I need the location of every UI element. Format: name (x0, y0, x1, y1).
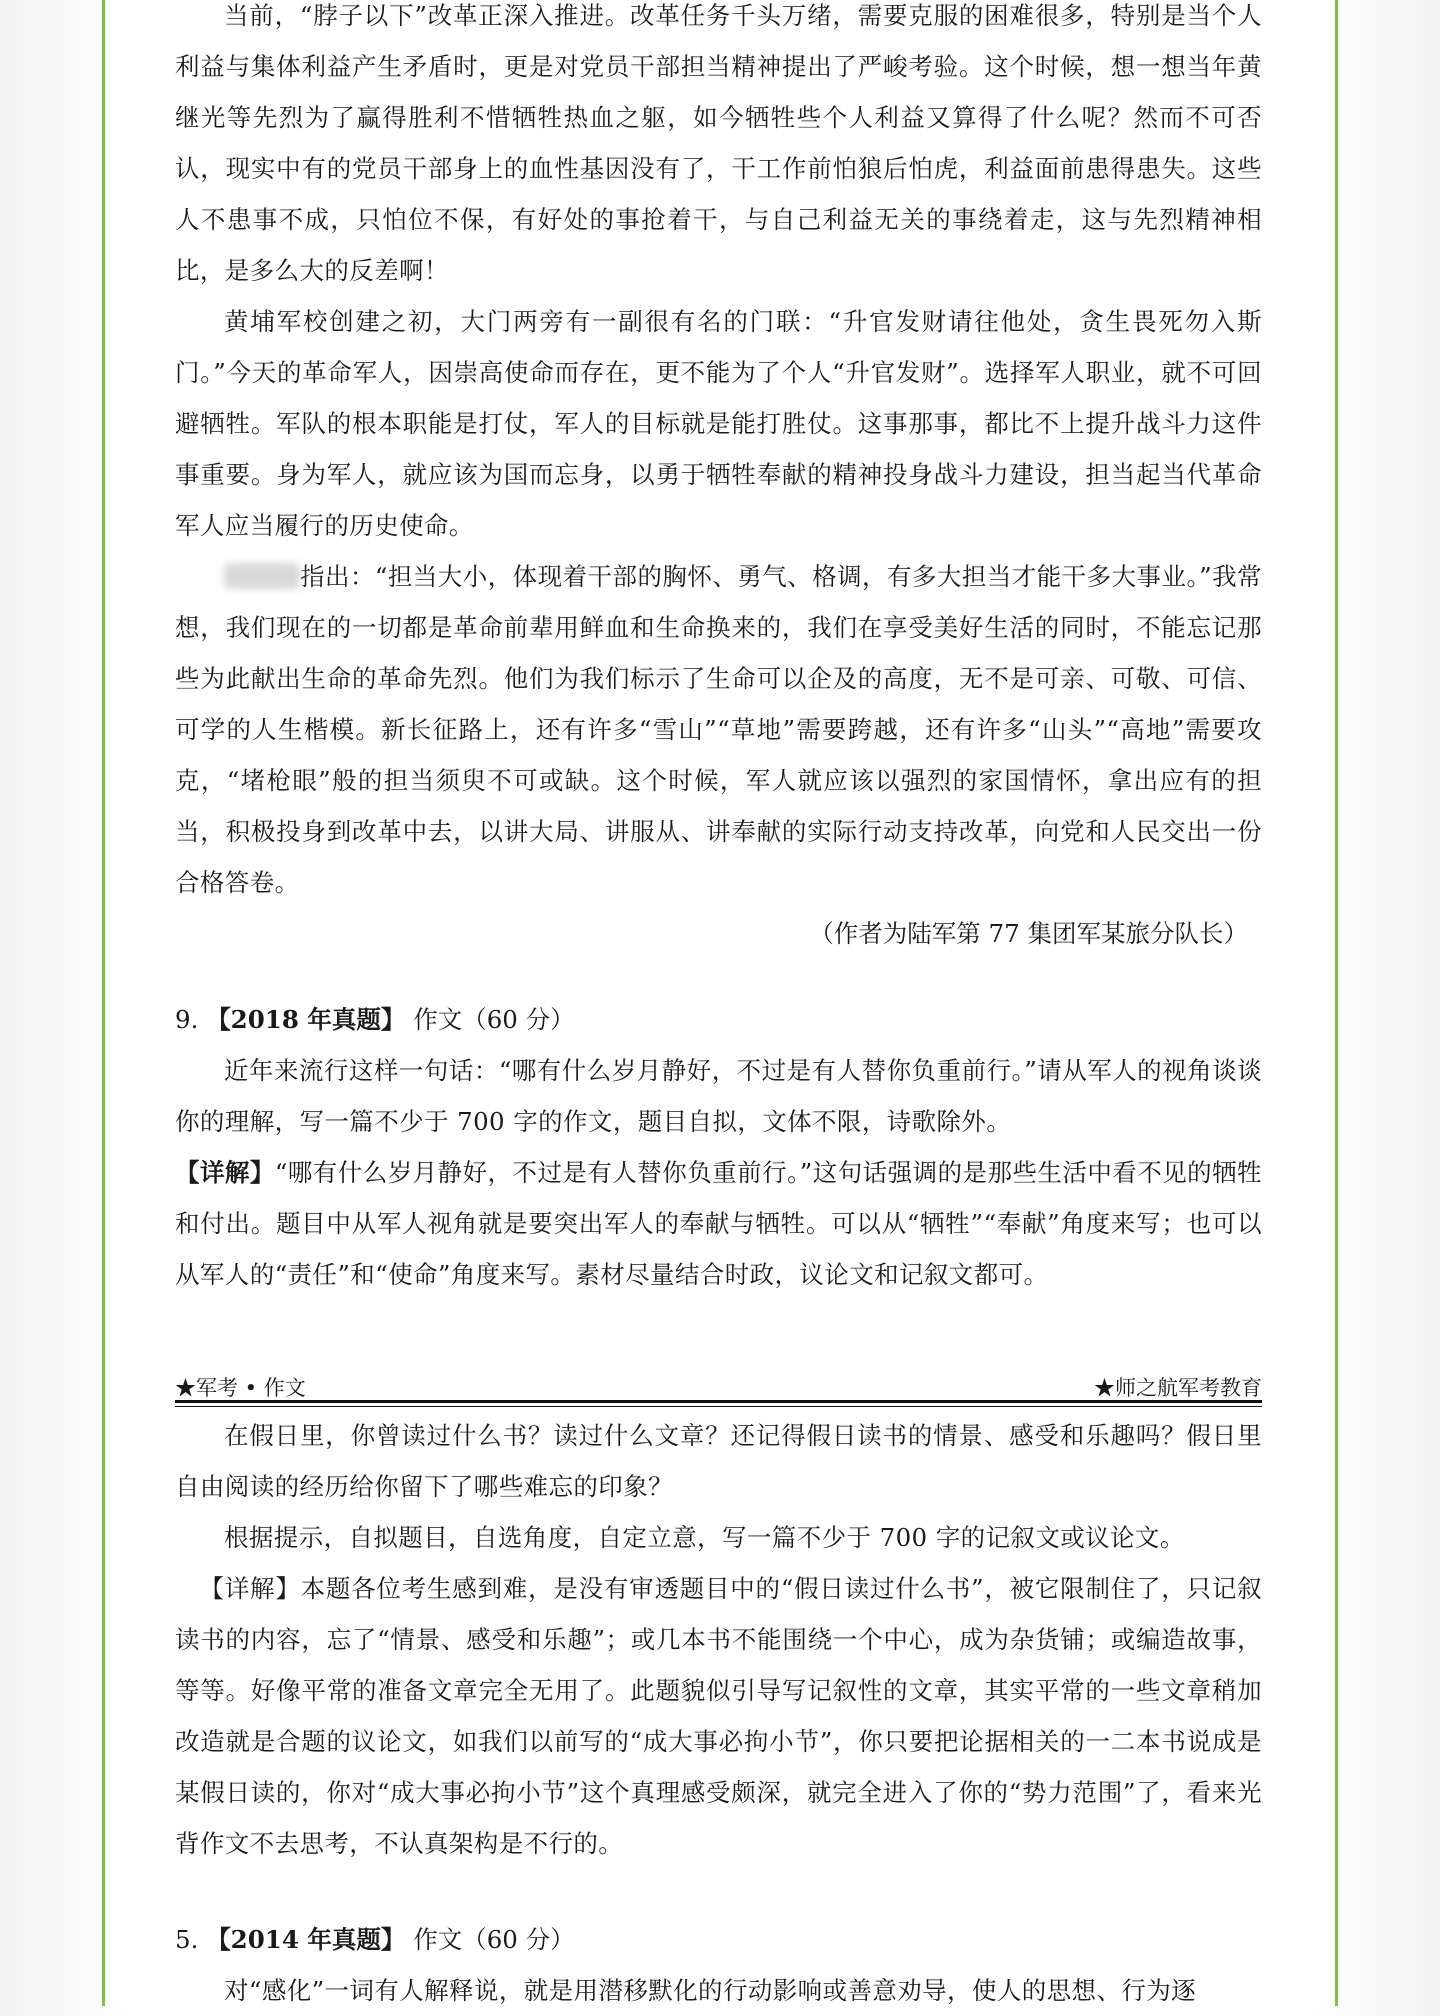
question-5-tag: 【2014 年真题】 (206, 1925, 406, 1954)
reading-prompt-2: 根据提示，自拟题目，自选角度，自定立意，写一篇不少于 700 字的记叙文或议论文。 (224, 1523, 1185, 1552)
running-header (175, 1362, 1262, 1402)
question-9-number: 9. (175, 1005, 199, 1034)
essay-paragraph-2: 黄埔军校创建之初，大门两旁有一副很有名的门联：“升官发财请往他处，贪生畏死勿入斯门。”今天的革命军人，因崇高使命而存在，更不能为了个人“升官发财”。选择军人职业，就不可回避牺牲。军队的根本职能是打仗，军人的目标就是能打胜仗。这事那事，都比不上提升战斗力这件事重要。身为军人，就应该为国而忘身，以勇于牺牲奉献的精神投身战斗力建设，担当起当代革命军人应当履行的历史使命。 (175, 307, 1262, 540)
question-9-heading (175, 994, 1262, 1045)
essay-paragraph-3 (175, 551, 1262, 908)
question-9-detail-label: 【详解】 (175, 1158, 275, 1187)
question-5 (175, 1914, 1262, 2016)
question-9-detail-text: “哪有什么岁月静好，不过是有人替你负重前行。”这句话强调的是那些生活中看不见的牺牲和付出。题目中从军人视角就是要突出军人的奉献与牺牲。可以从“牺牲”“奉献”角度来写；也可以从军人的“责任”和“使命”角度来写。素材尽量结合时政，议论文和记叙文都可。 (175, 1158, 1262, 1289)
reading-essay-question (175, 1410, 1262, 1869)
essay-paragraph-1-line-1: 当前，“脖子以下”改革正深入推进。改革任务千头万绪，需要克服的困难很多，特别是当 (224, 1, 1212, 30)
question-5-title: 作文（60 分） (413, 1925, 575, 1954)
author-signature: （作者为陆军第 77 集团军某旅分队长） (809, 919, 1248, 948)
reading-detail (175, 1563, 1262, 1869)
question-5-number: 5. (175, 1925, 199, 1954)
document-page (102, 0, 1338, 2006)
question-5-prompt: 对“感化”一词有人解释说，就是用潜移默化的行动影响或善意劝导，使人的思想、行为逐 (224, 1976, 1197, 2005)
question-9-prompt: 近年来流行这样一句话：“哪有什么岁月静好，不过是有人替你负重前行。”请从军人的视角谈谈你的理解，写一篇不少于 700 字的作文，题目自拟，文体不限，诗歌除外。 (175, 1056, 1262, 1136)
reading-detail-label: 【详解】 (199, 1574, 301, 1603)
reading-prompt-1: 在假日里，你曾读过什么书？读过什么文章？还记得假日读书的情景、感受和乐趣吗？假日里自由阅读的经历给你留下了哪些难忘的印象？ (175, 1421, 1262, 1501)
header-right: ★师之航军考教育 (1094, 1376, 1262, 1400)
question-5-heading (175, 1914, 1262, 1965)
header-left: ★军考 • 作文 (175, 1376, 306, 1400)
question-9-title: 作文（60 分） (413, 1005, 575, 1034)
redacted-name (224, 563, 300, 589)
reading-detail-text: 本题各位考生感到难，是没有审透题目中的“假日读过什么书”，被它限制住了，只记叙读书的内容，忘了“情景、感受和乐趣”；或几本书不能围绕一个中心，成为杂货铺；或编造故事，等等。好像平常的准备文章完全无用了。此题貌似引导写记叙性的文章，其实平常的一些文章稍加改造就是合题的议论文，如我们以前写的“成大事必拘小节”，你只要把论据相关的一二本书说成是某假日读的，你对“成大事必拘小节”这个真理感受颇深，就完全进入了你的“势力范围”了，看来光背作文不去思考，不认真架构是不行的。 (175, 1574, 1262, 1858)
header-rule-thin (175, 1406, 1262, 1407)
question-9-tag: 【2018 年真题】 (206, 1005, 406, 1034)
question-9-detail (175, 1147, 1262, 1300)
essay-paragraph-1 (175, 0, 1262, 296)
essay-section (175, 0, 1262, 959)
essay-paragraph-3-text: 指出：“担当大小，体现着干部的胸怀、勇气、格调，有多大担当才能干多大事业。”我常想，我们现在的一切都是革命前辈用鲜血和生命换来的，我们在享受美好生活的同时，不能忘记那些为此献出生命的革命先烈。他们为我们标示了生命可以企及的高度，无不是可亲、可敬、可信、可学的人生楷模。新长征路上，还有许多“雪山”“草地”需要跨越，还有许多“山头”“高地”需要攻克，“堵枪眼”般的担当须臾不可或缺。这个时候，军人就应该以强烈的家国情怀，拿出应有的担当，积极投身到改革中去，以讲大局、讲服从、讲奉献的实际行动支持改革，向党和人民交出一份合格答卷。 (175, 562, 1262, 897)
question-9 (175, 994, 1262, 1300)
header-rule-thick (175, 1400, 1262, 1403)
essay-paragraph-1-rest: 个人利益与集体利益产生矛盾时，更是对党员干部担当精神提出了严峻考验。这个时候，想一想当年黄继光等先烈为了赢得胜利不惜牺牲热血之躯，如今牺牲些个人利益又算得了什么呢？然而不可否认，现实中有的党员干部身上的血性基因没有了，干工作前怕狼后怕虎，利益面前患得患失。这些人不患事不成，只怕位不保，有好处的事抢着干，与自己利益无关的事绕着走，这与先烈精神相比，是多么大的反差啊！ (175, 1, 1262, 285)
